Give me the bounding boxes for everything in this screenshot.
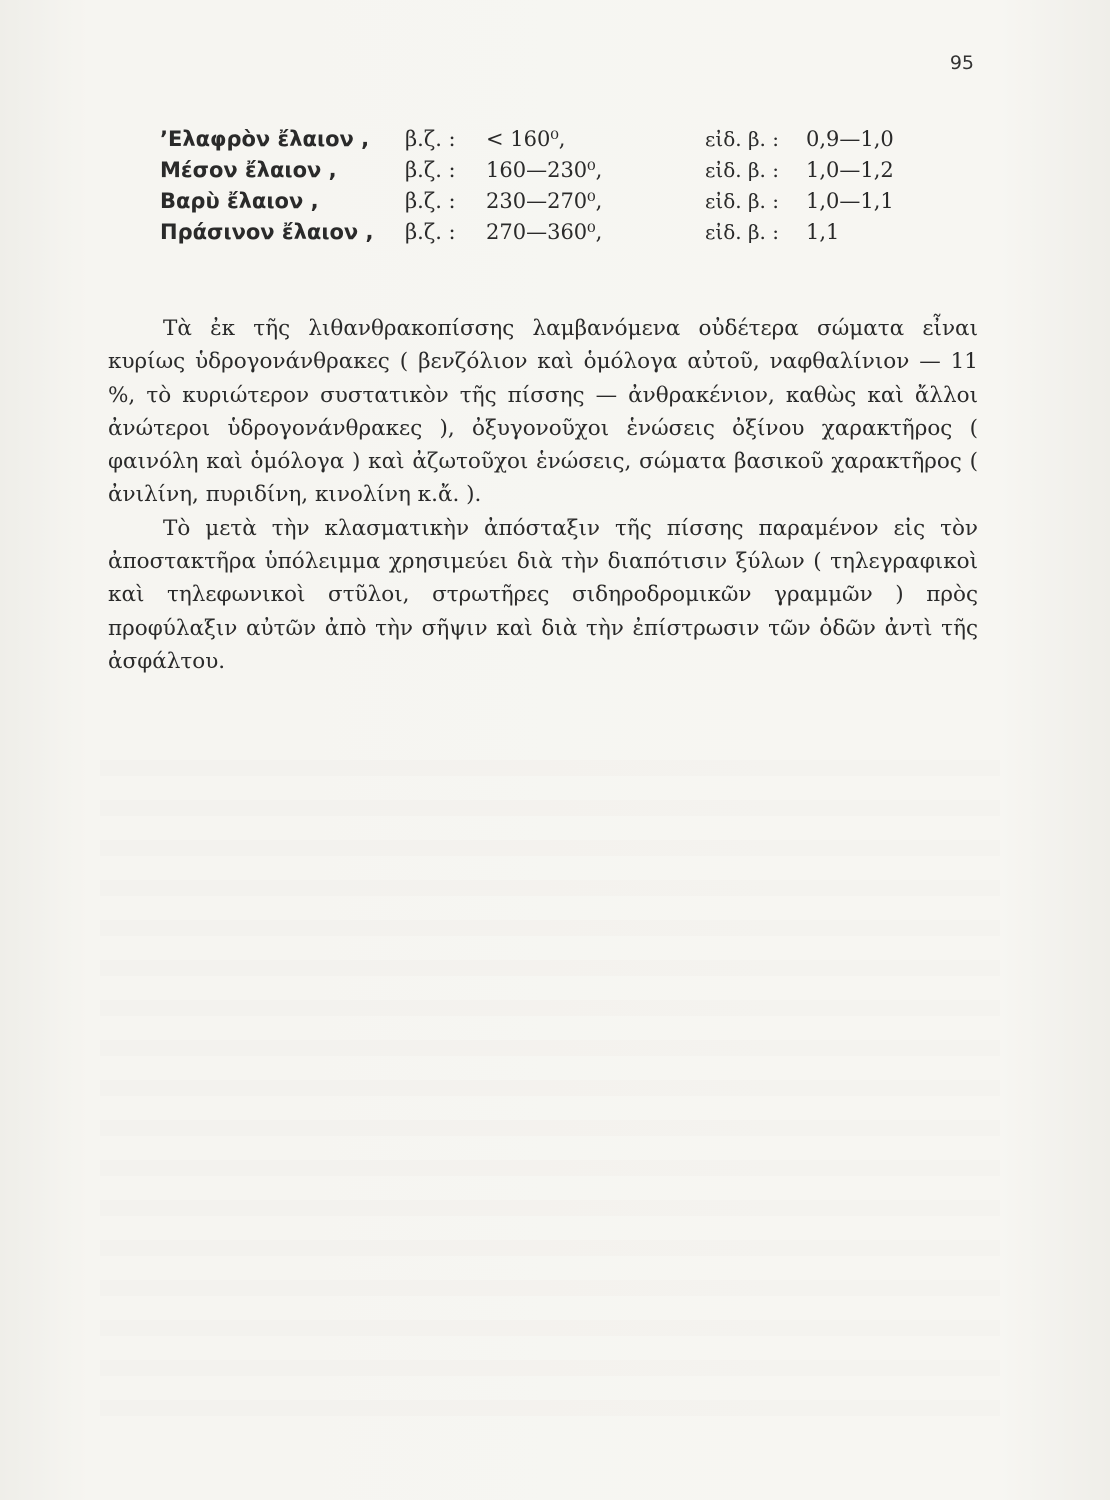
oil-name: ’Ελαφρὸν ἔλαιον , xyxy=(160,127,370,151)
table-row xyxy=(160,124,960,155)
boiling-point-value: 270—360⁰, xyxy=(486,220,603,244)
paragraph-neutral-compounds: Τὰ ἐκ τῆς λιθανθρακοπίσσης λαμβανόμενα οὐδέτερα σώματα εἶναι κυρίως ὑδρογονάνθρακες ( βενζόλιον καὶ ὁμόλογα αὐτοῦ, ναφθαλίνιον — 11 %, τὸ κυριώτερον συστατικὸν τῆς πίσσης — ἀνθρακένιον, καθὼς καὶ ἄλλοι ἀνώτεροι ὑδρογονάνθρακες ), ὀξυγονοῦχοι ἑνώσεις ὀξίνου χαρακτῆρος ( φαινόλη καὶ ὁμόλογα ) καὶ ἀζωτοῦχοι ἑνώσεις, σώματα βασικοῦ χαρακτῆρος ( ἀνιλίνη, πυριδίνη, κινολίνη κ.ἄ. ). xyxy=(108,316,978,508)
bleed-through-texture xyxy=(100,760,1000,1440)
boiling-point-label: β.ζ. : xyxy=(405,220,456,244)
boiling-point-label: β.ζ. : xyxy=(405,189,456,213)
specific-gravity-value: 1,0—1,2 xyxy=(806,158,894,182)
page-number: 95 xyxy=(949,52,974,74)
oil-name: Πράσινον ἔλαιον , xyxy=(160,220,374,244)
oil-fractions-table xyxy=(160,124,960,248)
specific-gravity-value: 1,0—1,1 xyxy=(806,189,894,213)
oil-name: Μέσον ἔλαιον , xyxy=(160,158,337,182)
boiling-point-value: 160—230⁰, xyxy=(486,158,603,182)
boiling-point-value: < 160⁰, xyxy=(486,127,566,151)
specific-gravity-label: εἰδ. β. : xyxy=(705,127,779,151)
boiling-point-label: β.ζ. : xyxy=(405,158,456,182)
specific-gravity-value: 0,9—1,0 xyxy=(806,127,894,151)
table-row xyxy=(160,155,960,186)
body-text xyxy=(108,312,978,678)
specific-gravity-value: 1,1 xyxy=(806,220,840,244)
table-row xyxy=(160,186,960,217)
oil-name: Βαρὺ ἔλαιον , xyxy=(160,189,319,213)
specific-gravity-label: εἰδ. β. : xyxy=(705,220,779,244)
table-row xyxy=(160,217,960,248)
specific-gravity-label: εἰδ. β. : xyxy=(705,189,779,213)
specific-gravity-label: εἰδ. β. : xyxy=(705,158,779,182)
paragraph-distillation-residue: Τὸ μετὰ τὴν κλασματικὴν ἀπόσταξιν τῆς πίσσης παραμένον εἰς τὸν ἀποστακτῆρα ὑπόλειμμα χρησιμεύει διὰ τὴν διαπότισιν ξύλων ( τηλεγραφικοὶ καὶ τηλεφωνικοὶ στῦλοι, στρωτῆρες σιδηροδρομικῶν γραμμῶν ) πρὸς προφύλαξιν αὐτῶν ἀπὸ τὴν σῆψιν καὶ διὰ τὴν ἐπίστρωσιν τῶν ὁδῶν ἀντὶ τῆς ἀσφάλτου. xyxy=(108,515,978,674)
boiling-point-value: 230—270⁰, xyxy=(486,189,603,213)
boiling-point-label: β.ζ. : xyxy=(405,127,456,151)
